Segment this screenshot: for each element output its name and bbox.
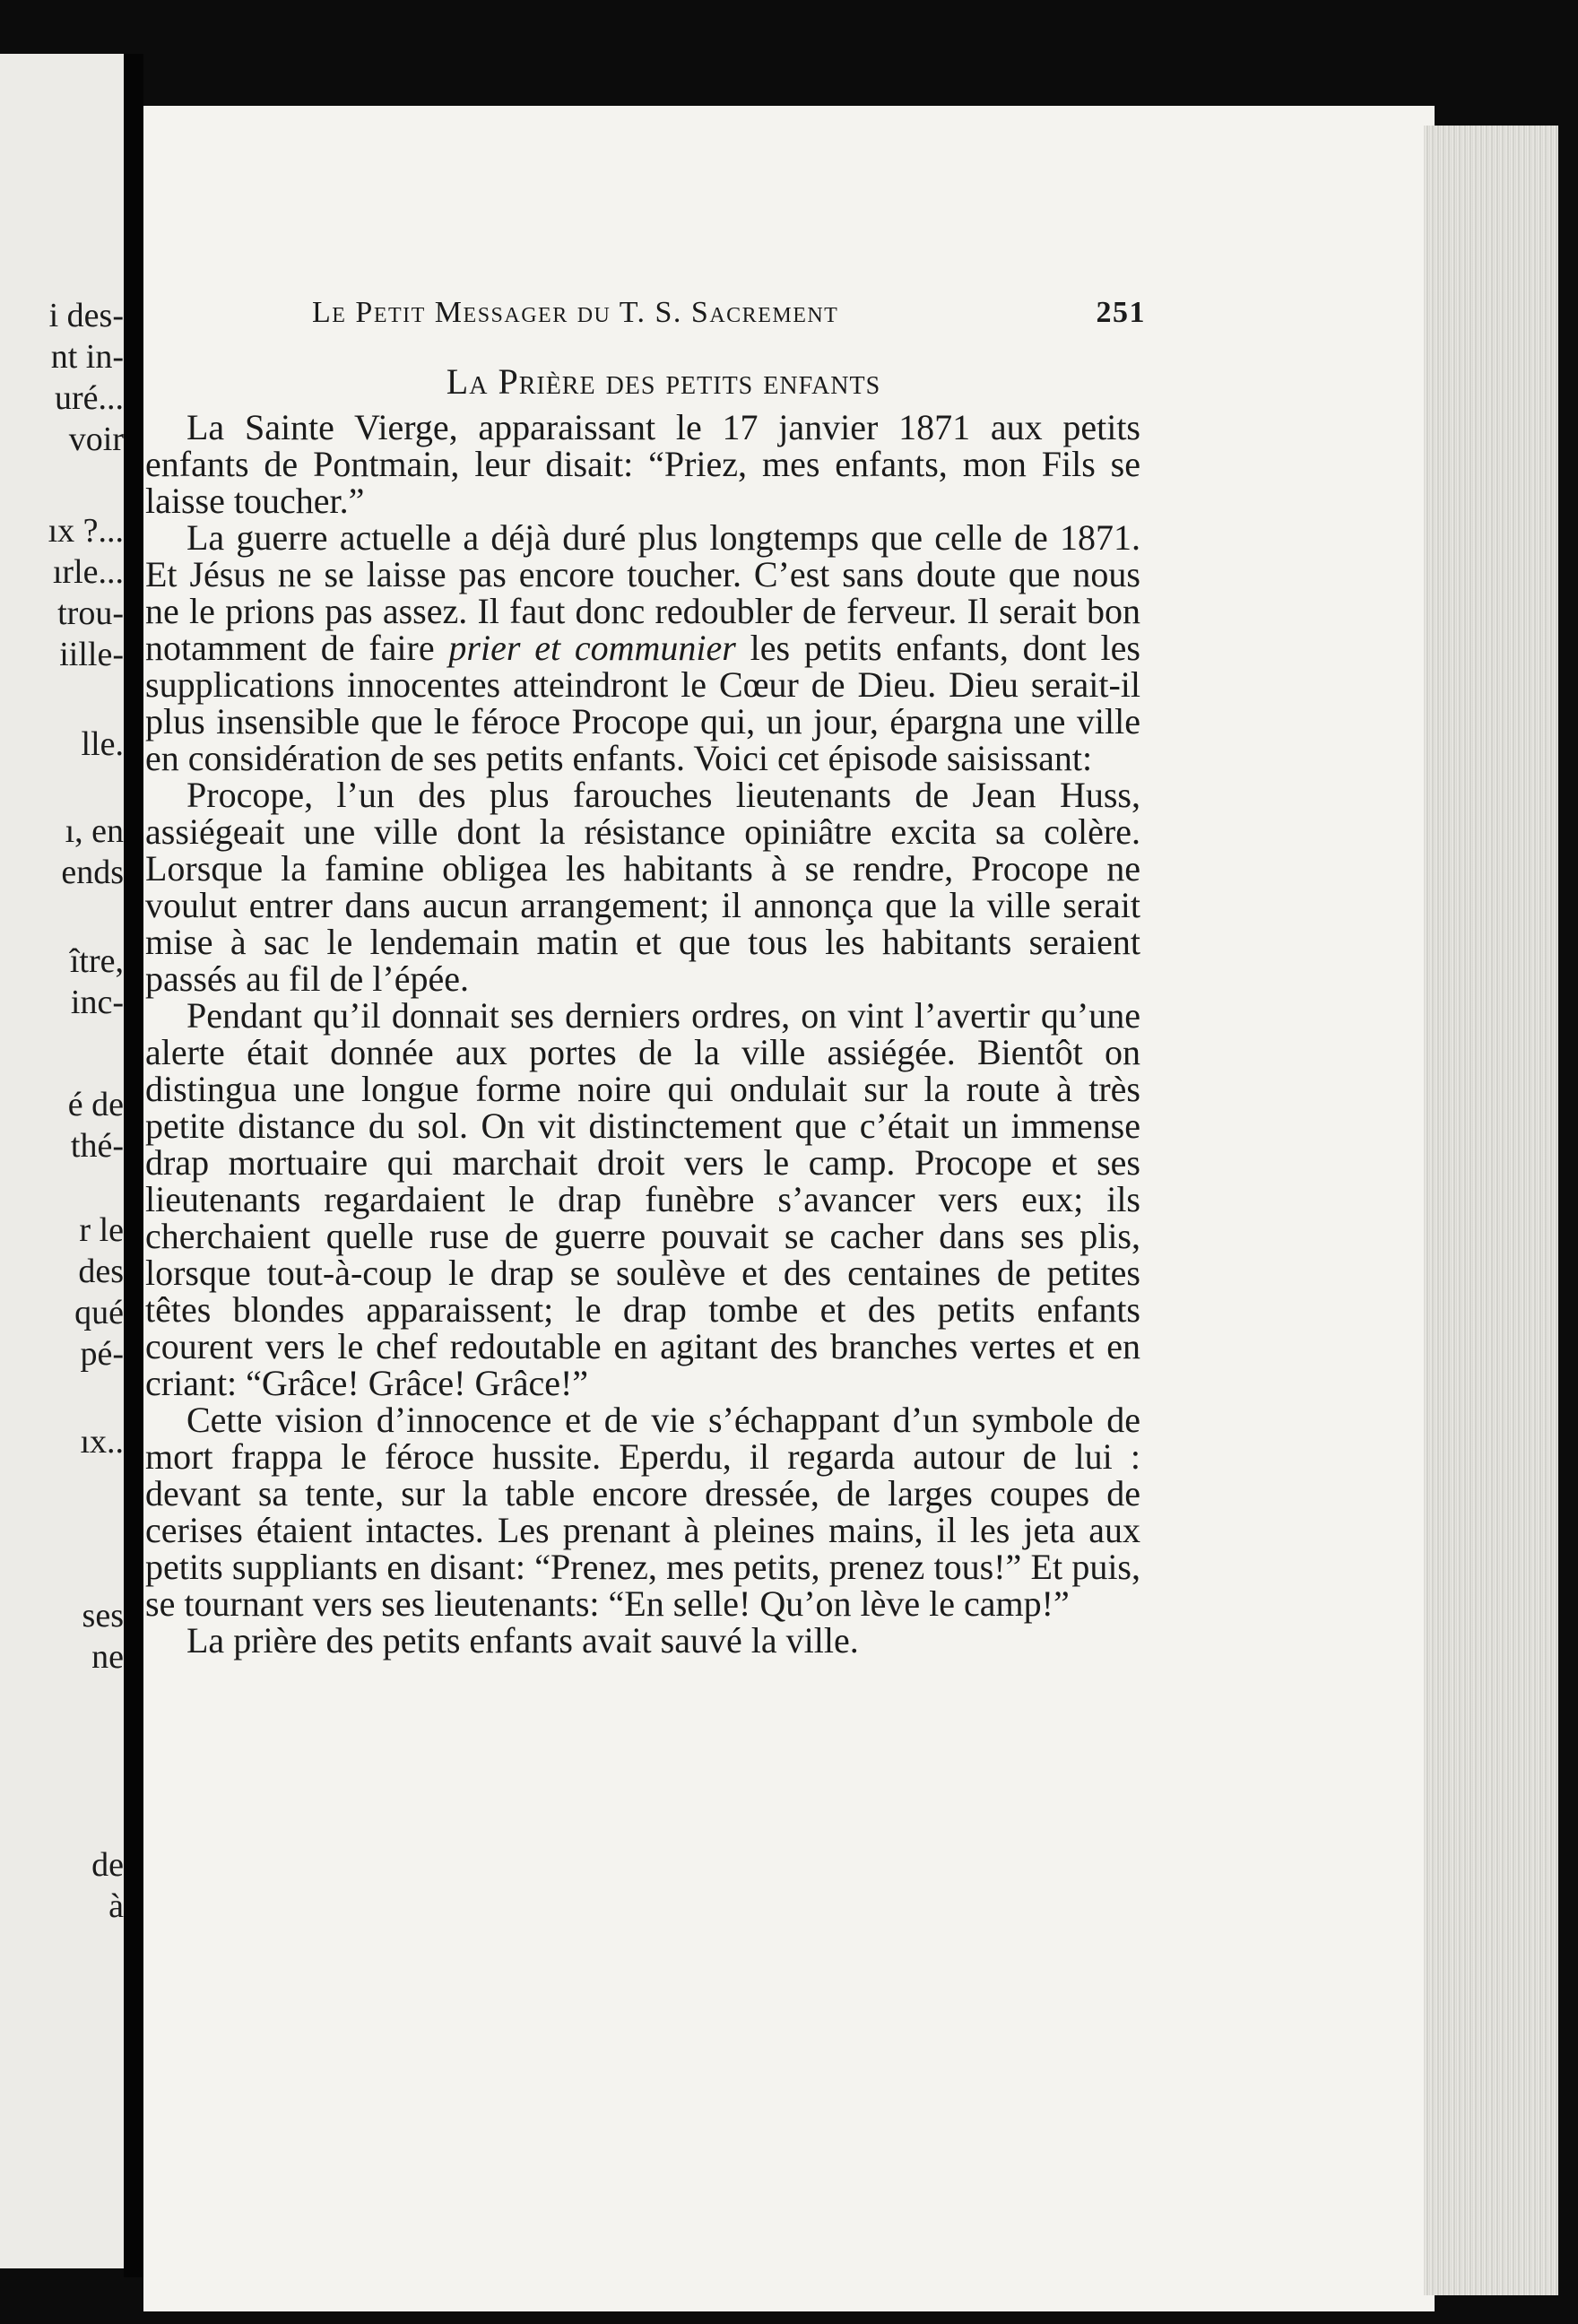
facing-page-fragment: é de <box>67 1086 124 1123</box>
paragraph: La Sainte Vierge, apparaissant le 17 janvier 1871 aux petits enfants de Pontmain, leur disait: “Priez, mes enfants, mon Fils se laisse toucher.” <box>145 407 1140 521</box>
page-number: 251 <box>1096 296 1146 329</box>
facing-page-fragment: trou- <box>57 594 124 632</box>
facing-page-fragment: à <box>108 1887 124 1925</box>
facing-page-fragment: ırle... <box>52 553 124 591</box>
facing-page-fragment: uré... <box>54 379 124 417</box>
facing-page-fragment: nt in- <box>50 338 124 376</box>
facing-page-fragment: pé- <box>80 1335 124 1373</box>
facing-page-edge <box>0 54 124 2268</box>
paragraph: La prière des petits enfants avait sauvé la ville. <box>186 1620 859 1661</box>
facing-page-fragment: iille- <box>59 636 124 673</box>
facing-page-fragment: ıx ?... <box>48 512 124 550</box>
page-edges <box>1424 126 1558 2295</box>
facing-page-fragment: i des- <box>48 297 124 334</box>
running-header <box>312 296 1146 337</box>
paragraph: La guerre actuelle a déjà duré plus longtemps que celle de 1871. Et Jésus ne se laisse pas encore toucher. C’est sans doute que nous ne le prions pas assez. Il faut donc redoubler de ferveur. Il serait bon notamment de faire prier et communier les petits enfants, dont les supplications innocentes atteindront le Cœur de Dieu. Dieu serait-il plus insensible que le féroce Procope qui, un jour, épargna une ville en considération de ses petits enfants. Voici cet épisode saisissant: <box>145 517 1140 778</box>
facing-page-fragment: ître, <box>69 942 124 980</box>
article-title: La Prière des petits enfants <box>446 361 881 402</box>
facing-page-fragment: lle. <box>81 725 124 763</box>
facing-page-fragment: ı, en <box>65 812 124 850</box>
facing-page-fragment: ne <box>91 1638 124 1676</box>
italic-phrase: prier et communier <box>448 628 736 668</box>
facing-page-fragment: qué <box>74 1294 124 1331</box>
book-gutter <box>124 54 143 2277</box>
facing-page-fragment: thé- <box>70 1127 124 1165</box>
facing-page-fragment: ses <box>82 1597 124 1635</box>
facing-page-fragment: voir <box>68 421 124 458</box>
paragraph: Pendant qu’il donnait ses derniers ordres, on vint l’avertir qu’une alerte était donnée aux portes de la ville assiégée. Bientôt on distingua une longue forme noire qui ondulait sur la route à très petite distance du sol. On vit distinctement que c’était un immense drap mortuaire qui marchait droit vers le camp. Procope et ses lieutenants regardaient le drap funèbre s’avancer vers eux; ils cherchaient quelle ruse de guerre pouvait se cacher dans ses plis, lorsque tout-à-coup le drap se soulève et des centaines de petites têtes blondes apparaissent; le drap tombe et des petits enfants courent vers le chef redoutable en agitant des branches vertes et en criant: “Grâce! Grâce! Grâce!” <box>145 995 1140 1403</box>
facing-page-fragment: r le <box>79 1211 124 1249</box>
facing-page-fragment: de <box>91 1846 124 1884</box>
facing-page-fragment: inc- <box>70 984 124 1021</box>
paragraph: Procope, l’un des plus farouches lieutenants de Jean Huss, assiégeait une ville dont la résistance opiniâtre excita sa colère. Lorsque la famine obligea les habitants à se rendre, Procope ne voulut entrer dans aucun arrangement; il annonça que la ville serait mise à sac le lendemain matin et que tous les habitants seraient passés au fil de l’épée. <box>145 775 1140 999</box>
facing-page-fragment: ends <box>61 854 124 891</box>
article-body <box>145 409 1140 1659</box>
paragraph: Cette vision d’innocence et de vie s’échappant d’un symbole de mort frappa le féroce hussite. Eperdu, il regarda autour de lui : devant sa tente, sur la table encore dressée, de larges coupes de cerises étaient intactes. Les prenant à pleines mains, il les jeta aux petits suppliants en disant: “Prenez, mes petits, prenez tous!” Et puis, se tournant vers ses lieutenants: “En selle! Qu’on lève le camp!” <box>145 1400 1140 1624</box>
facing-page-fragment: ıx.. <box>80 1423 124 1461</box>
running-title: Le Petit Messager du T. S. Sacrement <box>312 296 839 329</box>
facing-page-fragment: des <box>78 1253 124 1290</box>
